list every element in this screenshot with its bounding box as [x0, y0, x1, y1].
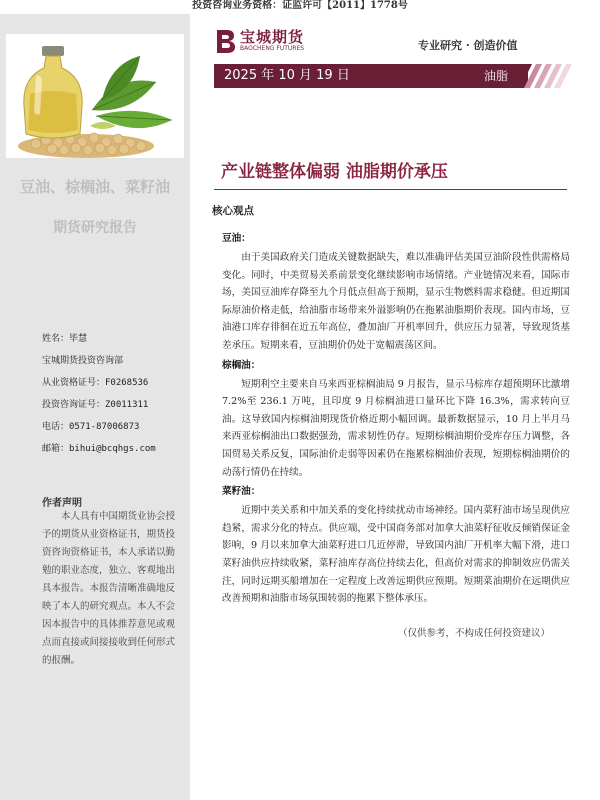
sidebar-title-products: 豆油、棕榈油、菜籽油 [19, 178, 170, 196]
section-heading-soybean-oil: 豆油： [222, 233, 251, 244]
company-slogan: 专业研究 · 创造价值 [418, 39, 518, 52]
section-heading-palm-oil: 棕榈油： [222, 359, 261, 371]
section-heading-rapeseed-oil: 菜籽油： [222, 486, 261, 498]
disclaimer-heading: 作者声明 [42, 498, 82, 509]
report-body [222, 228, 570, 608]
company-logo [214, 28, 304, 54]
cover-photo-oil-bottle [6, 34, 184, 158]
analyst-advisory-number: 投资咨询证号：Z0011311 [42, 400, 149, 410]
section-text-rapeseed-oil: 近期中美关系和中加关系的变化持续扰动市场神经。国内菜籽油市场呈现供应趋紧，需求分化的特点。供应端，受中国商务部对加拿大油菜籽征收反倾销保证金影响，9 月以来加拿大油菜籽进口几近停滞，导致国内油厂开机率大幅下滑，进口菜籽油供应持续收紧，菜籽油库存高位持续去化，但高价对需求的抑制效应仍需关注，同时远期买船增加在一定程度上改善远期供应预期。短期菜油期价在远期供应改善预期和油脂市场氛围转弱的拖累下整体承压。 [222, 505, 570, 605]
report-date: 2025 年 10 月 19 日 [224, 68, 350, 83]
section-text-soybean-oil: 由于美国政府关门造成关键数据缺失，难以准确评估美国豆油阶段性供需格局变化。同时，中美贸易关系前景变化继续影响市场情绪。产业链情况来看，国际市场，美国豆油库存降至九个月低点但高于预期，显示生物燃料需求稳健。但近期国际原油价格走低，给油脂市场带来外溢影响仍在拖累油脂期价表现。国内市场，豆油港口库存徘徊在近五年高位，叠加油厂开机率回升，供应压力显著，导致现货基差承压。短期来看，豆油期价仍处于宽幅震荡区间。 [222, 252, 570, 351]
analyst-department: 宝城期货投资咨询部 [42, 356, 124, 366]
analyst-phone: 电话：0571-87006873 [42, 422, 140, 432]
analyst-name: 姓名：毕慧 [42, 334, 88, 344]
band-stripes-decoration [520, 64, 576, 88]
report-sector: 油脂 [484, 69, 509, 83]
analyst-contact-block [42, 328, 187, 460]
logo-chinese-name: 宝城期货 [240, 28, 305, 46]
analyst-qualification-number: 从业资格证号：F0268536 [42, 378, 149, 388]
reference-only-note: （仅供参考，不构成任何投资建议） [398, 628, 551, 639]
headline-divider [214, 189, 567, 190]
sidebar-title-report-type: 期货研究报告 [53, 220, 137, 236]
report-headline: 产业链整体偏弱 油脂期价承压 [221, 162, 448, 182]
analyst-email: 邮箱：bihui@bcqhgs.com [42, 444, 156, 454]
section-text-palm-oil: 短期利空主要来自马来西亚棕榈油局 9 月报告，显示马棕库存超预期环比激增 7.2%至 236.1 万吨，且印度 9 月棕榈油进口量环比下降 16.3%，需求转向豆油。这导致国内棕榈油期现货价格近期小幅回调。最新数据显示，10 月上半月马来西亚棕榈油出口数据强劲，需求韧性仍存。短期棕榈油期价受库存压力调整，各国贸易关系反复，国际油价走弱等因素仍在拖累棕榈油价表现，短期棕榈油期价的动荡行情仍在持续。 [222, 378, 570, 478]
core-viewpoint-label: 核心观点 [212, 205, 254, 217]
logo-english-name: BAOCHENG FUTURES [240, 45, 305, 52]
logo-mark-icon [214, 28, 236, 54]
license-statement: 投资咨询业务资格：证监许可【2011】1778号 [192, 0, 408, 11]
disclaimer-text: 本人具有中国期货业协会授予的期货从业资格证书，期货投资咨询资格证书，本人承诺以勤勉的职业态度，独立、客观地出具本报告。本报告清晰准确地反映了本人的研究观点。本人不会因本报告中的具体推荐意见或观点而直接或间接接收到任何形式的报酬。 [42, 511, 176, 666]
